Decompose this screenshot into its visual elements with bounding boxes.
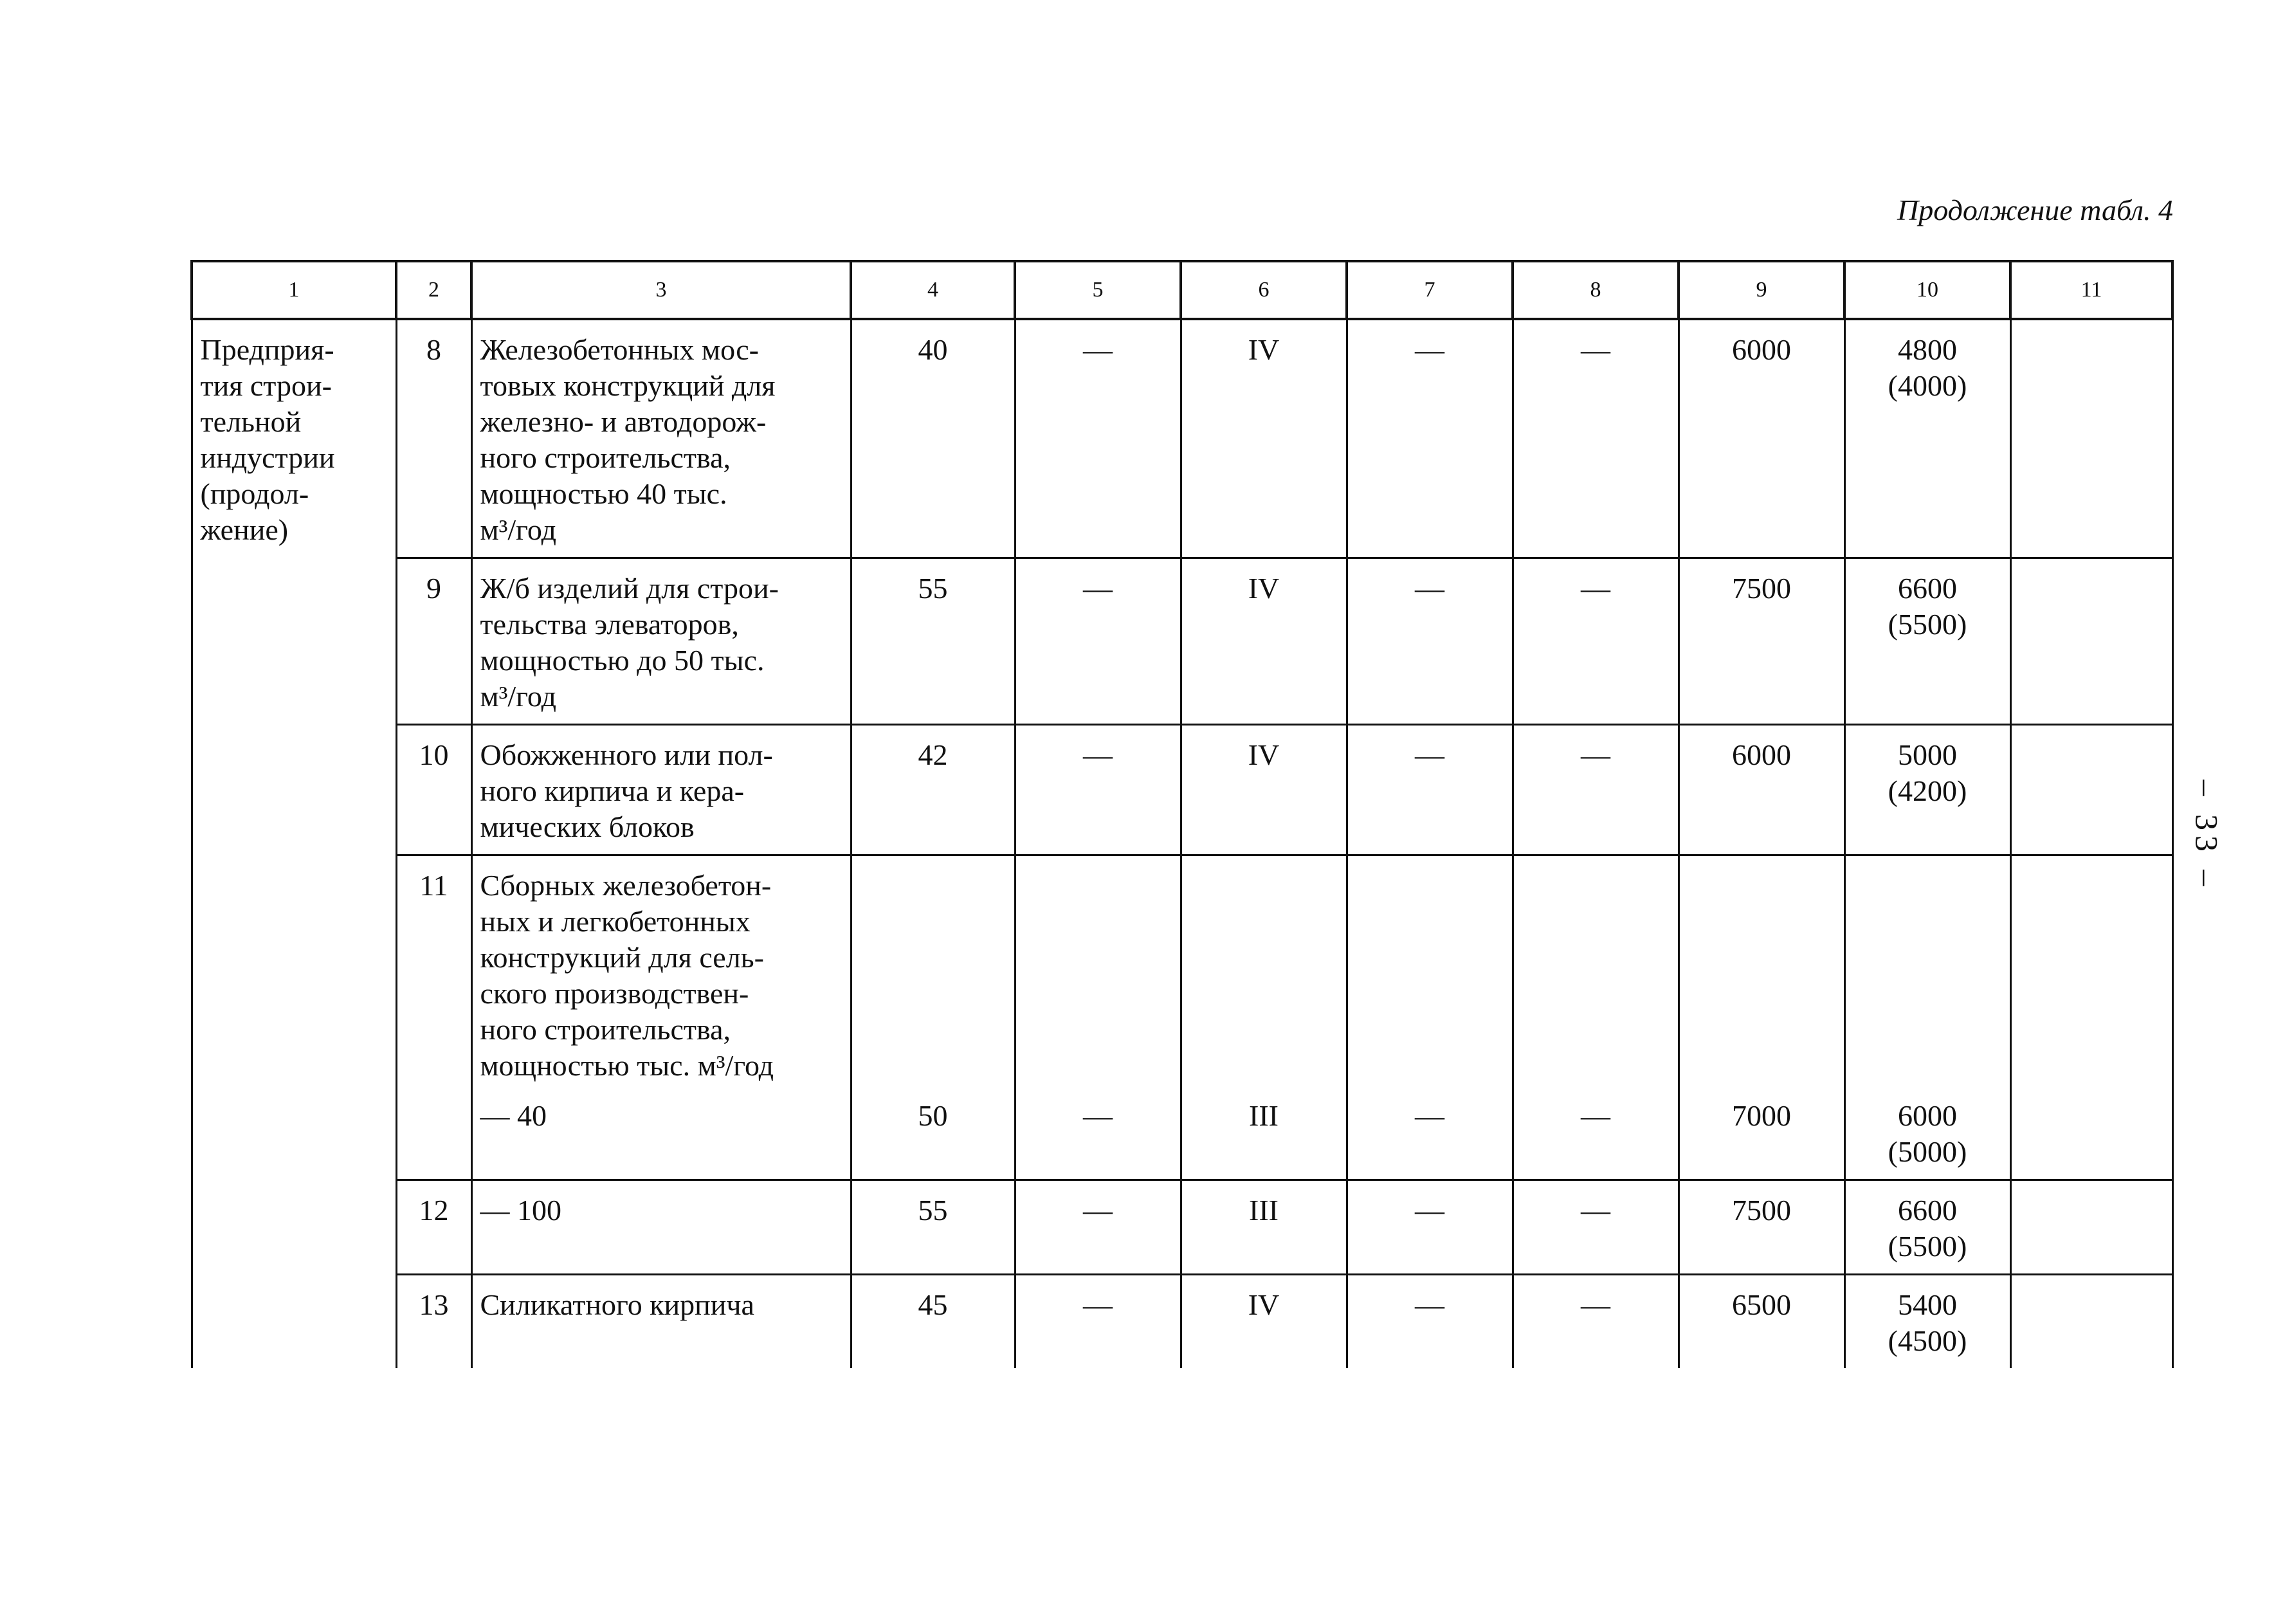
cell-col5: — <box>1015 1180 1181 1275</box>
table-caption: Продолжение табл. 4 <box>1897 194 2173 226</box>
cell-col7: — <box>1347 1275 1513 1369</box>
header-cell: 10 <box>1844 261 2010 319</box>
cell-col5: — <box>1015 558 1181 725</box>
cell-col4: 45 <box>851 1275 1015 1369</box>
cell-col10 <box>1844 558 2010 725</box>
cell-col6: IV <box>1181 725 1347 855</box>
row-number <box>396 1093 471 1180</box>
cell-col4: 50 <box>851 1093 1015 1180</box>
desc-line: мощностью до 50 тыс. <box>480 644 765 677</box>
desc-line: мических блоков <box>480 810 695 843</box>
desc-line: Сборных железобетон- <box>480 869 772 902</box>
row-description <box>471 1275 851 1369</box>
cell-col7: — <box>1347 725 1513 855</box>
header-row <box>192 261 2172 319</box>
cell-col11 <box>2010 1180 2172 1275</box>
desc-line: Железобетонных мос- <box>480 333 759 366</box>
row-description <box>471 855 851 1093</box>
cell-col8: — <box>1513 558 1679 725</box>
cell-col9: 6000 <box>1679 319 1844 558</box>
cell-col9: 6500 <box>1679 1275 1844 1369</box>
row-description <box>471 1180 851 1275</box>
desc-line: ного строительства, <box>480 1013 731 1046</box>
row-description <box>471 725 851 855</box>
desc-line: мощностью 40 тыс. <box>480 477 727 510</box>
row-number: 12 <box>396 1180 471 1275</box>
desc-line: м³/год <box>480 513 556 546</box>
cell-col10 <box>1844 725 2010 855</box>
cell-col6: III <box>1181 1093 1347 1180</box>
cell-col4: 55 <box>851 1180 1015 1275</box>
cell-col8: — <box>1513 319 1679 558</box>
value-line: 6000 <box>1898 1099 1957 1132</box>
cell-col11 <box>2010 558 2172 725</box>
row-description <box>471 319 851 558</box>
cell-col9: 7000 <box>1679 1093 1844 1180</box>
cell-col6: IV <box>1181 1275 1347 1369</box>
value-line: 5000 <box>1898 738 1957 771</box>
desc-line: товых конструкций для <box>480 369 776 402</box>
cell-col9 <box>1679 855 1844 1093</box>
desc-line: мощностью тыс. м³/год <box>480 1049 774 1082</box>
cell-col6: III <box>1181 1180 1347 1275</box>
cell-col11 <box>2010 319 2172 558</box>
cell-col7 <box>1347 855 1513 1093</box>
category-line: индустрии <box>200 441 335 474</box>
category-line: тия строи- <box>200 369 332 402</box>
row-description <box>471 558 851 725</box>
cell-col5: — <box>1015 1275 1181 1369</box>
header-cell: 9 <box>1679 261 1844 319</box>
header-cell: 4 <box>851 261 1015 319</box>
row-number: 10 <box>396 725 471 855</box>
cell-col6: IV <box>1181 319 1347 558</box>
data-table <box>190 260 2174 1368</box>
table-row <box>192 1093 2172 1180</box>
desc-line: Ж/б изделий для строи- <box>480 572 779 605</box>
row-number: 11 <box>396 855 471 1093</box>
value-paren-line: (4500) <box>1888 1324 1967 1357</box>
desc-line: — 100 <box>480 1194 561 1227</box>
cell-col10 <box>1844 1093 2010 1180</box>
row-number: 8 <box>396 319 471 558</box>
cell-col9: 6000 <box>1679 725 1844 855</box>
cell-col11 <box>2010 1093 2172 1180</box>
desc-line: ного кирпича и кера- <box>480 774 745 807</box>
cell-col9: 7500 <box>1679 558 1844 725</box>
value-paren-line: (5000) <box>1888 1135 1967 1168</box>
value-line: 5400 <box>1898 1288 1957 1321</box>
cell-col7: — <box>1347 558 1513 725</box>
header-cell: 11 <box>2010 261 2172 319</box>
cell-col5: — <box>1015 319 1181 558</box>
desc-line: ных и легкобетонных <box>480 905 751 938</box>
cell-col8: — <box>1513 1275 1679 1369</box>
cell-col10 <box>1844 1180 2010 1275</box>
value-line: 4800 <box>1898 333 1957 366</box>
cell-col5: — <box>1015 1093 1181 1180</box>
desc-line: Обожженного или пол- <box>480 738 773 771</box>
desc-line: ного строительства, <box>480 441 731 474</box>
header-cell: 3 <box>471 261 851 319</box>
cell-col10 <box>1844 1275 2010 1369</box>
cell-col4: 40 <box>851 319 1015 558</box>
desc-line: Силикатного кирпича <box>480 1288 754 1321</box>
row-description <box>471 1093 851 1180</box>
cell-col4: 55 <box>851 558 1015 725</box>
category-line: Предприя- <box>200 333 334 366</box>
table-row <box>192 558 2172 725</box>
cell-col8: — <box>1513 1093 1679 1180</box>
cell-col7: — <box>1347 1180 1513 1275</box>
header-cell: 2 <box>396 261 471 319</box>
table-row <box>192 1180 2172 1275</box>
desc-line: м³/год <box>480 680 556 713</box>
value-line: 6600 <box>1898 572 1957 605</box>
cell-col10 <box>1844 855 2010 1093</box>
category-line: тельной <box>200 405 302 438</box>
cell-col6 <box>1181 855 1347 1093</box>
cell-col4 <box>851 855 1015 1093</box>
cell-col11 <box>2010 855 2172 1093</box>
desc-line: тельства элеваторов, <box>480 608 739 641</box>
desc-line: конструкций для сель- <box>480 941 764 974</box>
desc-line: ского производствен- <box>480 977 749 1010</box>
table-row <box>192 1275 2172 1369</box>
cell-col4: 42 <box>851 725 1015 855</box>
category-line: (продол- <box>200 477 309 510</box>
page-number: – 33 – <box>2189 780 2225 891</box>
cell-col9: 7500 <box>1679 1180 1844 1275</box>
value-line: 6600 <box>1898 1194 1957 1227</box>
cell-col7: — <box>1347 1093 1513 1180</box>
cell-col8: — <box>1513 1180 1679 1275</box>
table-row <box>192 855 2172 1093</box>
value-paren-line: (4000) <box>1888 369 1967 402</box>
value-paren-line: (4200) <box>1888 774 1967 807</box>
cell-col10 <box>1844 319 2010 558</box>
category-cell <box>192 319 396 1368</box>
header-cell: 8 <box>1513 261 1679 319</box>
desc-line: — 40 <box>480 1099 547 1132</box>
value-paren-line: (5500) <box>1888 1230 1967 1263</box>
table-row <box>192 319 2172 558</box>
cell-col7: — <box>1347 319 1513 558</box>
header-cell: 1 <box>192 261 396 319</box>
category-line: жение) <box>200 513 289 546</box>
cell-col11 <box>2010 725 2172 855</box>
header-cell: 7 <box>1347 261 1513 319</box>
value-paren-line: (5500) <box>1888 608 1967 641</box>
cell-col5 <box>1015 855 1181 1093</box>
desc-line: железно- и автодорож- <box>480 405 767 438</box>
table-row <box>192 725 2172 855</box>
row-number: 9 <box>396 558 471 725</box>
cell-col11 <box>2010 1275 2172 1369</box>
cell-col8 <box>1513 855 1679 1093</box>
cell-col8: — <box>1513 725 1679 855</box>
header-cell: 6 <box>1181 261 1347 319</box>
header-cell: 5 <box>1015 261 1181 319</box>
cell-col5: — <box>1015 725 1181 855</box>
row-number: 13 <box>396 1275 471 1369</box>
cell-col6: IV <box>1181 558 1347 725</box>
